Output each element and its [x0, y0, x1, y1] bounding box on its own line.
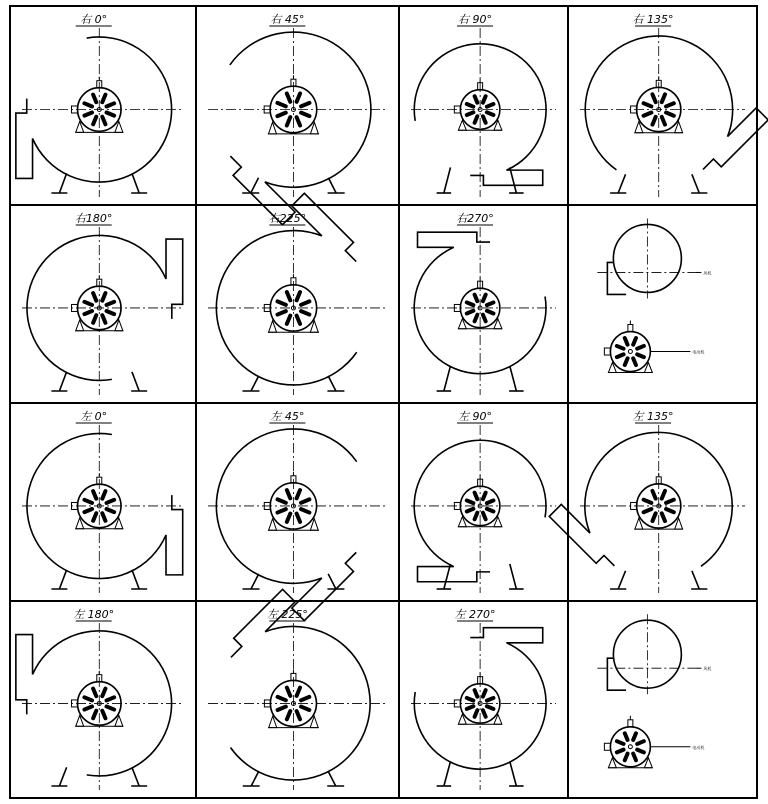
panel-8	[597, 218, 711, 372]
orientation-label: 左 0°	[80, 410, 108, 423]
fan-leg	[328, 376, 336, 391]
rotor-blade	[294, 115, 303, 129]
fan-leg	[328, 574, 336, 589]
rotor-blade	[91, 511, 99, 524]
rotor-blade	[472, 490, 480, 502]
rotor-blade	[614, 739, 626, 747]
rotor-blade	[635, 747, 647, 755]
rotor-blade	[91, 291, 99, 304]
fan-scroll	[27, 433, 183, 578]
rotor-blade	[298, 694, 311, 703]
fan-housing	[547, 402, 763, 618]
rotor-blade	[472, 510, 480, 522]
fan-leg	[444, 564, 451, 589]
rotor-blade	[298, 299, 312, 308]
rotor-blade	[100, 92, 108, 105]
motor-housing	[610, 727, 650, 767]
rotor-blade	[82, 308, 95, 316]
panel-5	[22, 212, 184, 395]
rotor-blade	[464, 300, 476, 308]
motor	[264, 472, 319, 530]
motor	[72, 473, 124, 529]
rotor-blade	[104, 506, 117, 514]
rotor-blade	[294, 91, 303, 105]
rotor-blade	[100, 489, 108, 502]
rotor-blade	[284, 115, 293, 129]
fan-scroll	[555, 5, 768, 221]
rotor-blade	[480, 510, 488, 522]
orientation-label: 右 90°	[458, 13, 493, 26]
legend-motor-label: 电动机	[692, 744, 705, 750]
panel-10	[184, 397, 410, 623]
rotor-blade	[104, 299, 117, 307]
rotor-blade	[100, 313, 108, 326]
rotor-blade	[472, 94, 480, 106]
rotor-blade	[100, 511, 108, 524]
rotor-blade	[464, 308, 476, 316]
rotor-blade	[480, 114, 488, 126]
fan-leg	[444, 761, 451, 786]
rotor-blade	[472, 312, 480, 324]
orientation-label: 左 180°	[73, 608, 115, 621]
fan-leg	[328, 178, 336, 193]
orientation-label: 右 0°	[80, 13, 108, 26]
orientation-label: 左 45°	[270, 410, 305, 423]
motor-terminal	[628, 325, 633, 332]
rotor-blade	[659, 114, 667, 127]
rotor-blade	[484, 506, 496, 514]
rotor-blade	[104, 110, 117, 118]
rotor-blade	[472, 708, 480, 720]
motor-shaft	[604, 743, 610, 750]
rotor-blade	[298, 309, 312, 318]
rotor-blade	[650, 488, 658, 501]
panel-3	[411, 13, 556, 197]
orientation-label: 左 135°	[632, 410, 674, 423]
fan-leg	[132, 173, 139, 193]
rotor-blade	[641, 110, 654, 118]
legend-fan-label: 风机	[703, 666, 712, 672]
rotor-blade	[294, 313, 303, 327]
motor	[264, 669, 318, 727]
fan-leg	[618, 571, 625, 589]
rotor-blade	[91, 686, 99, 699]
rotor-blade	[622, 751, 630, 763]
fan-leg	[618, 174, 625, 193]
rotor-blade	[91, 489, 99, 502]
rotor-blade	[294, 708, 303, 721]
fan-leg	[59, 767, 66, 786]
fan-leg	[251, 178, 259, 193]
rotor-blade	[663, 506, 676, 514]
rotor-blade	[663, 497, 676, 505]
fan-leg	[59, 372, 66, 391]
rotor-blade	[294, 511, 303, 525]
rotor-blade	[484, 695, 496, 703]
panel-13	[16, 608, 184, 790]
rotor-blade	[484, 498, 496, 506]
rotor-blade	[275, 694, 288, 703]
motor	[604, 321, 652, 373]
rotor-blade	[100, 708, 108, 721]
rotor-blade	[650, 92, 658, 105]
rotor-blade	[663, 101, 676, 109]
rotor-blade	[82, 704, 95, 712]
rotor-blade	[275, 100, 289, 109]
rotor-blade	[480, 490, 488, 502]
rotor-blade	[622, 335, 630, 347]
rotor-blade	[472, 688, 480, 700]
motor	[604, 716, 652, 768]
rotor-blade	[82, 497, 95, 505]
motor	[264, 274, 319, 332]
rotor-blade	[641, 506, 654, 514]
table-grid	[10, 6, 757, 798]
rotor-blade	[631, 731, 639, 743]
rotor-blade	[614, 352, 626, 360]
panel-14	[177, 587, 402, 804]
rotor-blade	[284, 511, 293, 525]
motor-hub	[628, 350, 632, 354]
orientation-label: 右180°	[74, 212, 113, 225]
rotor-blade	[631, 335, 639, 347]
rotor-blade	[91, 92, 99, 105]
rotor-blade	[484, 300, 496, 308]
panel-7	[411, 212, 556, 395]
rotor-blade	[659, 511, 667, 524]
fan-leg	[59, 570, 66, 589]
motor	[631, 76, 683, 132]
rotor-blade	[464, 695, 476, 703]
rotor-blade	[635, 352, 647, 360]
legend-fan-label: 风机	[703, 270, 712, 276]
fan-leg	[132, 570, 139, 589]
fan-leg	[251, 771, 259, 786]
fan-leg	[510, 564, 517, 589]
rotor-blade	[275, 309, 289, 318]
rotor-blade	[464, 506, 476, 514]
rotor-blade	[614, 747, 626, 755]
rotor-blade	[104, 308, 117, 316]
motor-shaft	[604, 348, 610, 355]
orientation-label: 右 45°	[270, 13, 305, 26]
rotor-blade	[472, 292, 480, 304]
fan-housing	[27, 433, 183, 578]
rotor-blade	[635, 739, 647, 747]
rotor-blade	[298, 507, 312, 516]
fan-leg	[328, 771, 336, 786]
orientation-label: 右270°	[456, 212, 494, 225]
rotor-blade	[480, 312, 488, 324]
motor	[72, 77, 124, 133]
rotor-blade	[82, 110, 95, 118]
rotor-blade	[82, 299, 95, 307]
motor-hub	[628, 745, 632, 749]
rotor-blade	[284, 91, 293, 105]
rotor-blade	[480, 292, 488, 304]
panel-12	[547, 402, 763, 618]
rotor-blade	[294, 487, 303, 501]
orientation-label: 右 135°	[632, 13, 674, 26]
panel-1	[16, 13, 184, 197]
rotor-blade	[464, 498, 476, 506]
rotor-blade	[484, 308, 496, 316]
rotor-blade	[284, 487, 293, 501]
rotor-blade	[275, 497, 289, 506]
rotor-blade	[659, 92, 667, 105]
panel-9	[22, 410, 184, 593]
motor-housing	[610, 332, 650, 372]
legend-motor-label: 电动机	[692, 349, 705, 355]
rotor-blade	[82, 695, 95, 703]
fan-scroll	[27, 235, 183, 380]
rotor-blade	[663, 110, 676, 118]
fan-leg	[692, 174, 699, 193]
rotor-blade	[298, 110, 312, 119]
rotor-blade	[91, 313, 99, 326]
rotor-blade	[284, 289, 293, 303]
fan-leg	[132, 372, 139, 391]
rotor-blade	[480, 688, 488, 700]
fan-housing	[175, 0, 403, 227]
panel-2	[175, 0, 403, 227]
motor	[264, 75, 319, 134]
rotor-blade	[484, 101, 496, 109]
rotor-blade	[100, 114, 108, 127]
rotor-blade	[464, 101, 476, 109]
fan-scroll	[547, 402, 763, 618]
fan-leg	[251, 376, 259, 391]
rotor-blade	[298, 704, 311, 713]
rotor-blade	[631, 751, 639, 763]
motor	[454, 277, 502, 329]
motor	[72, 275, 124, 331]
rotor-blade	[284, 313, 293, 327]
motor	[631, 473, 683, 529]
rotor-blade	[635, 343, 647, 351]
fan-scroll	[175, 0, 403, 227]
rotor-blade	[91, 708, 99, 721]
rotor-blade	[294, 289, 303, 303]
rotor-blade	[294, 685, 303, 698]
fan-leg	[510, 761, 517, 786]
motor	[454, 79, 502, 131]
motor	[72, 671, 124, 727]
rotor-blade	[480, 94, 488, 106]
panel-6	[184, 191, 410, 417]
rotor-blade	[480, 708, 488, 720]
rotor-blade	[472, 114, 480, 126]
legend-fan-outlet	[607, 658, 626, 690]
rotor-blade	[614, 343, 626, 351]
panel-4	[555, 5, 768, 221]
rotor-blade	[484, 110, 496, 118]
rotor-blade	[631, 356, 639, 368]
rotor-blade	[284, 708, 293, 721]
rotor-blade	[464, 110, 476, 118]
rotor-blade	[91, 114, 99, 127]
fan-scroll	[184, 397, 410, 623]
fan-leg	[59, 173, 66, 193]
rotor-blade	[104, 695, 117, 703]
fan-leg	[444, 366, 451, 391]
fan-leg	[510, 366, 517, 391]
motor	[454, 673, 502, 725]
fan-leg	[251, 574, 259, 589]
panel-15	[411, 608, 556, 790]
orientation-label: 左 90°	[458, 410, 493, 423]
rotor-blade	[650, 511, 658, 524]
legend-fan-outlet	[607, 262, 626, 294]
fan-leg	[692, 571, 699, 589]
rotor-blade	[622, 731, 630, 743]
rotor-blade	[100, 291, 108, 304]
fan-leg	[444, 167, 451, 193]
rotor-blade	[275, 110, 289, 119]
orientation-label: 左 270°	[454, 608, 496, 621]
rotor-blade	[275, 704, 288, 713]
fan-housing	[184, 397, 410, 623]
rotor-blade	[100, 686, 108, 699]
rotor-blade	[104, 101, 117, 109]
fan-leg	[510, 167, 517, 193]
rotor-blade	[659, 488, 667, 501]
rotor-blade	[641, 101, 654, 109]
fan-leg	[132, 767, 139, 786]
rotor-blade	[275, 299, 289, 308]
rotor-blade	[484, 704, 496, 712]
motor	[454, 475, 502, 527]
panel-16	[597, 614, 711, 768]
orientation-label: 左 225°	[266, 608, 308, 621]
rotor-blade	[82, 506, 95, 514]
rotor-blade	[104, 497, 117, 505]
rotor-blade	[298, 100, 312, 109]
rotor-blade	[298, 497, 312, 506]
motor-terminal	[628, 720, 633, 727]
rotor-blade	[464, 704, 476, 712]
fan-housing	[555, 5, 768, 221]
panel-11	[411, 410, 556, 593]
rotor-blade	[650, 114, 658, 127]
rotor-blade	[104, 704, 117, 712]
rotor-blade	[275, 507, 289, 516]
rotor-blade	[82, 101, 95, 109]
rotor-blade	[641, 497, 654, 505]
orientation-label: 右225°	[268, 212, 307, 225]
fan-housing	[27, 235, 183, 380]
rotor-blade	[622, 356, 630, 368]
rotor-blade	[284, 685, 293, 698]
